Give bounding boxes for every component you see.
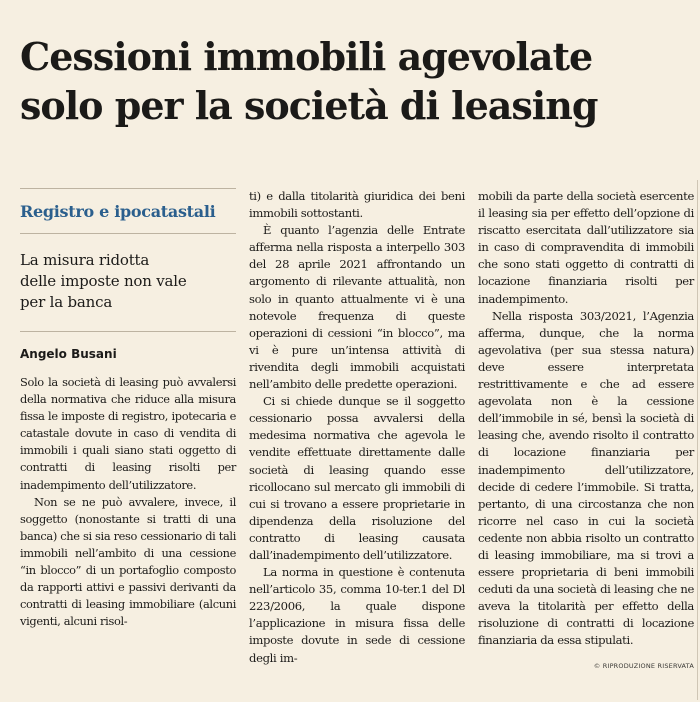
deck-line-1: La misura ridotta <box>20 251 150 269</box>
headline <box>20 32 690 130</box>
paragraph: Non se ne può avvalere, invece, il soggetto (nonostante si tratti di una banca) che si sia reso cessionario di tali immobili nell’ambito di una cessione “in blocco” di un portafoglio composto da rapporti attivi e passivi derivanti da contratti di leasing immobiliare (alcuni vigenti, alcuni risol- <box>20 494 236 629</box>
paragraph: mobili da parte della società esercente il leasing sia per effetto dell’opzione di riscatto esercitata dall’utilizzatore sia in caso di compravendita di immobili che sono stati oggetto di contratti di locazione finanziaria risolti per inadempimento. <box>478 189 694 306</box>
section-kicker: Registro e ipocatastali <box>20 202 216 221</box>
paragraph: ti) e dalla titolarità giuridica dei beni immobili sottostanti. <box>249 189 465 221</box>
column-1-body <box>20 374 236 630</box>
paragraph: Nella risposta 303/2021, l’Agenzia afferma, dunque, che la norma agevolativa (per sua stessa natura) deve essere interpretata restrittivamente e che ad essere agevolata non è la cessione dell’immobile in sé, bensì la società di leasing che, avendo risolto il contratto di locazione finanziaria per inadempimento dell’utilizzatore, decide di cedere l’immobile. Si tratta, pertanto, di una circostanza che non ricorre nel caso in cui la società cedente non abbia risolto un contratto di leasing immobiliare, ma si trovi a essere proprietaria di beni immobili ceduti da una società di leasing che ne aveva la titolarità per effetto della risoluzione di contratti di locazione finanziaria da essa stipulati. <box>478 308 694 648</box>
column-1 <box>20 188 236 630</box>
copyright-notice: © RIPRODUZIONE RISERVATA <box>593 661 694 670</box>
column-2 <box>249 188 465 667</box>
paragraph: È quanto l’agenzia delle Entrate afferma nella risposta a interpello 303 del 28 aprile 2021 affrontando un argomento di rilevante attualità, non solo in quanto attualmente vi è una notevole frequenza di queste operazioni di cessioni “in blocco”, ma vi è pure un’intensa attività di rivendita degli immobili acquistati nell’ambito delle predette operazioni. <box>249 223 465 392</box>
paragraph: Ci si chiede dunque se il soggetto cessionario possa avvalersi della medesima normativa che agevola le vendite effettuate direttamente dalle società di leasing quando esse ricollocano sul mercato gli immobili di cui si trovano a essere proprietarie in dipendenza della risoluzione del contratto di leasing causata dall’inadempimento dell’utilizzatore. <box>249 394 465 562</box>
paragraph: Solo la società di leasing può avvalersi della normativa che riduce alla misura fissa le imposte di registro, ipotecaria e catastale dovute in caso di vendita di immobili i quali siano stati oggetto di contratti di leasing risolti per inadempimento dell’utilizzatore. <box>20 375 236 492</box>
byline: Angelo Busani <box>20 347 117 361</box>
deck-line-3: per la banca <box>20 293 113 311</box>
headline-line-2: solo per la società di leasing <box>20 83 598 128</box>
paragraph: La norma in questione è contenuta nell’articolo 35, comma 10-ter.1 del Dl 223/2006, la quale dispone l’applicazione in misura fissa delle imposte dovute in sede di cessione degli im- <box>249 565 465 665</box>
deck <box>20 234 236 331</box>
deck-line-2: delle imposte non vale <box>20 272 187 290</box>
page-edge-divider <box>697 180 698 700</box>
column-3 <box>478 188 694 675</box>
headline-line-1: Cessioni immobili agevolate <box>20 34 593 79</box>
